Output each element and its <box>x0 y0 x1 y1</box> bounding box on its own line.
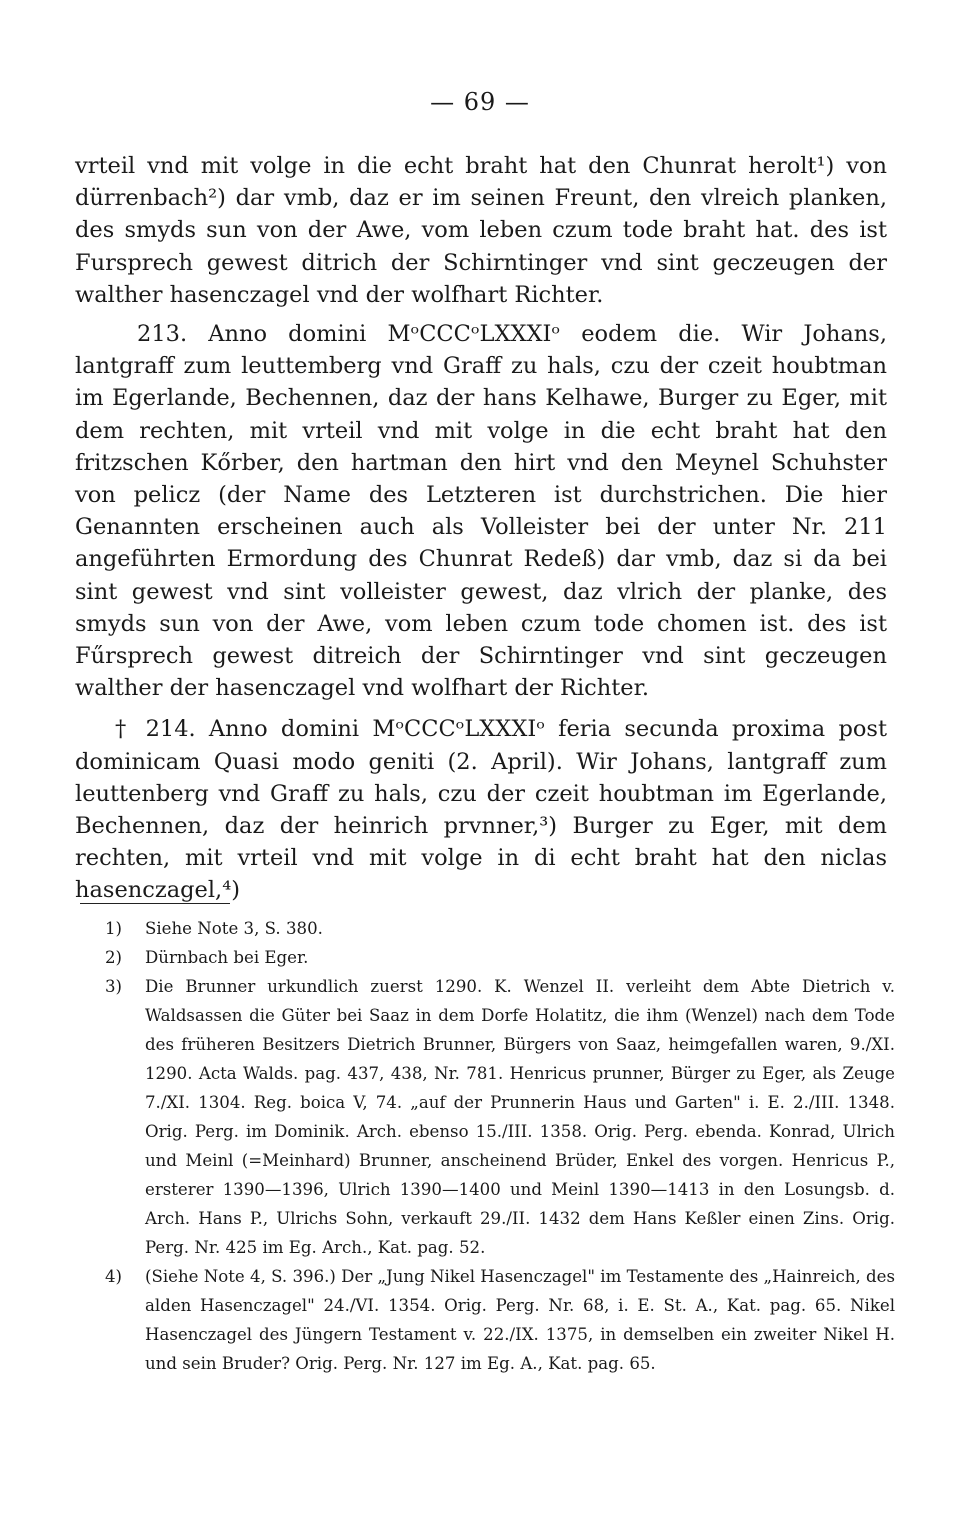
footnote-number: 4) <box>105 1267 123 1286</box>
footnote-text: Siehe Note 3, S. 380. <box>145 919 323 938</box>
footnote-4 <box>105 1262 895 1378</box>
footnote-number: 3) <box>105 977 123 996</box>
footnote-number: 2) <box>105 948 123 967</box>
paragraph-entry-214: † 214. Anno domini MᵒCCCᵒLXXXIᵒ feria secunda proxima post dominicam Quasi modo geniti (2. April). Wir Johans, lantgraff zum leuttenberg vnd Graff zu hals, czu der czeit houbtman im Egerlande, Bechennen, daz der heinrich prvnner,³) Burger zu Eger, mit dem rechten, mit vrteil vnd mit volge in di echt braht hat den niclas hasenczagel,⁴) <box>75 716 887 904</box>
footnote-number: 1) <box>105 919 123 938</box>
footnote-2 <box>105 943 895 972</box>
footnote-text: Die Brunner urkundlich zuerst 1290. K. Wenzel II. verleiht dem Abte Dietrich v. Waldsassen die Güter bei Saaz in dem Dorfe Holatitz, die ihm (Wenzel) nach dem Tode des früheren Besitzers Dietrich Brunner, Bürgers von Saaz, heimgefallen waren, 9./XI. 1290. Acta Walds. pag. 437, 438, Nr. 781. Henricus prunner, Bürger zu Eger, als Zeuge 7./XI. 1304. Reg. boica V, 74. „auf der Prunnerin Haus und Garten" i. E. 2./III. 1348. Orig. Perg. im Dominik. Arch. ebenso 15./III. 1358. Orig. Perg. ebenda. Konrad, Ulrich und Meinl (=Meinhard) Brunner, anscheinend Brüder, Enkel des vorgen. Henricus P., ersterer 1390—1396, Ulrich 1390—1400 und Meinl 1390—1413 in den Losungsb. d. Arch. Hans P., Ulrichs Sohn, verkauft 29./II. 1432 dem Hans Keßler einen Zins. Orig. Perg. Nr. 425 im Eg. Arch., Kat. pag. 52. <box>145 977 895 1257</box>
paragraph-entry-213: 213. Anno domini MᵒCCCᵒLXXXIᵒ eodem die. Wir Johans, lantgraff zum leuttemberg vnd Graff zu hals, czu der czeit houbtman im Egerlande, Bechennen, daz der hans Kelhawe, Burger zu Eger, mit dem rechten, mit vrteil vnd mit volge in die echt braht hat den fritzschen Kőrber, den hartman den hirt vnd den Meynel Schuhster von pelicz (der Name des Letzteren ist durchstrichen. Die hier Genannten erscheinen auch als Volleister bei der unter Nr. 211 angeführten Ermordung des Chunrat Redeß) dar vmb, daz si da bei sint gewest vnd sint volleister gewest, daz vlrich der planke, des smyds sun von der Awe, vom leben czum tode chomen ist. des ist Fűrsprech gewest ditreich der Schirntinger vnd sint geczeugen walther der hasenczagel vnd wolfhart der Richter. <box>75 321 887 702</box>
footnote-text: (Siehe Note 4, S. 396.) Der „Jung Nikel Hasenczagel" im Testamente des „Hainreich, des alden Hasenczagel" 24./VI. 1354. Orig. Perg. Nr. 68, i. E. St. A., Kat. pag. 65. Nikel Hasenczagel des Jüngern Testament v. 22./IX. 1375, in demselben ein zweiter Nikel H. und sein Bruder? Orig. Perg. Nr. 127 im Eg. A., Kat. pag. 65. <box>145 1267 895 1373</box>
page-number: — 69 — <box>430 88 530 116</box>
footnote-3 <box>105 972 895 1262</box>
footnotes <box>105 914 895 1378</box>
footnote-1 <box>105 914 895 943</box>
main-text <box>75 150 887 907</box>
footnote-text: Dürnbach bei Eger. <box>145 948 309 967</box>
footnote-divider <box>80 903 230 904</box>
paragraph-continuation: vrteil vnd mit volge in die echt braht hat den Chunrat herolt¹) von dürrenbach²) dar vmb, daz er im seinen Freunt, den vlreich planken, des smyds sun von der Awe, vom leben czum tode braht hat. des ist Fursprech gewest ditrich der Schirntinger vnd sint geczeugen der walther hasenczagel vnd der wolfhart Richter. <box>75 153 887 308</box>
